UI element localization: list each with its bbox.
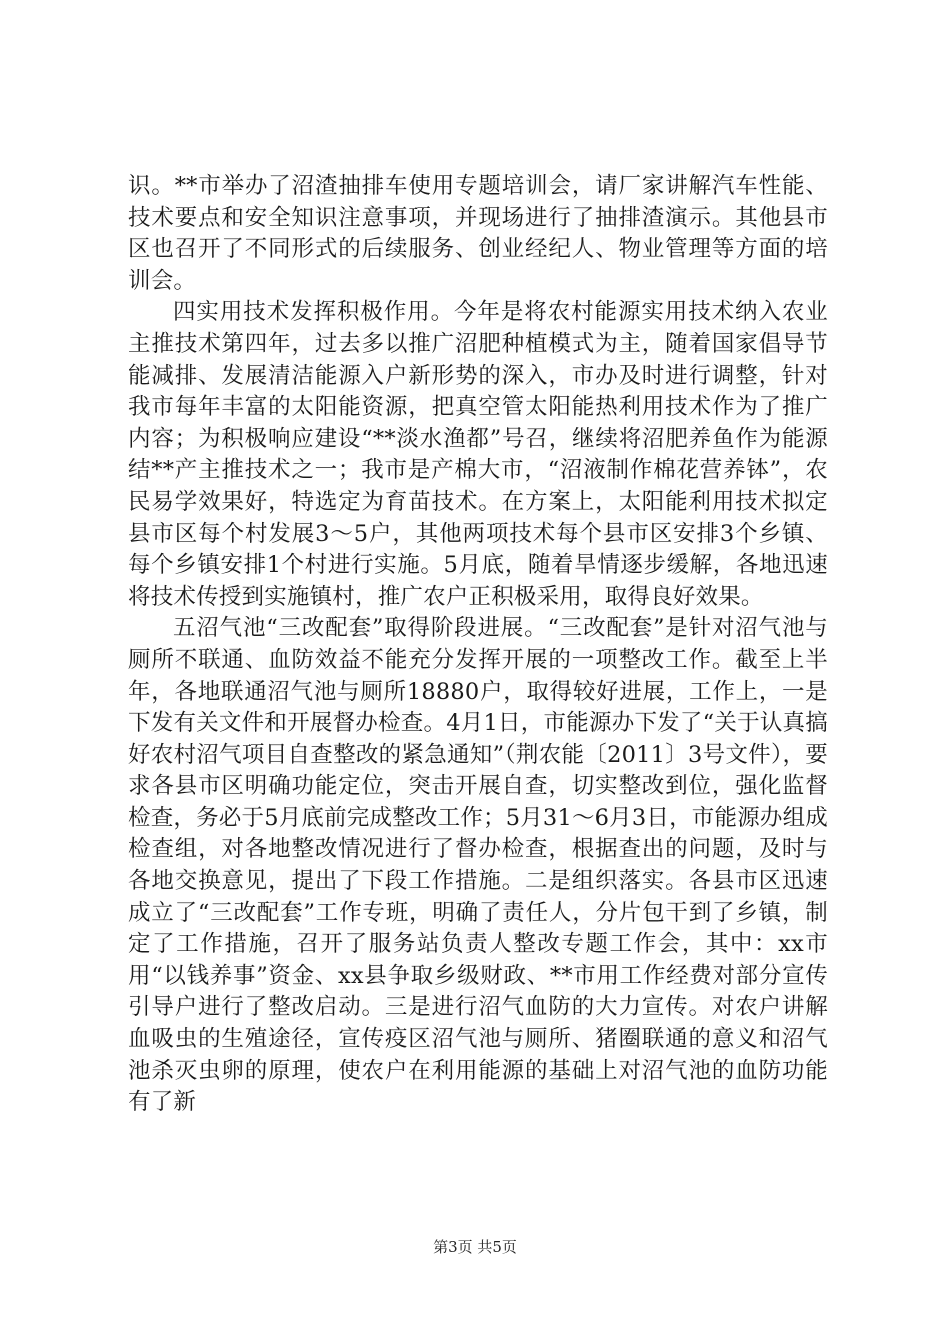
paragraph-practical-technology: 四实用技术发挥积极作用。今年是将农村能源实用技术纳入农业主推技术第四年，过去多以推广沼肥种植模式为主，随着国家倡导节能减排、发展清洁能源入户新形势的深入，市办及时进行调整，针对我市每年丰富的太阳能资源，把真空管太阳能热利用技术作为了推广内容；为积极响应建设“**淡水渔都”号召，继续将沼肥养鱼作为能源结**产主推技术之一；我市是产棉大市，“沼液制作棉花营养钵”，农民易学效果好，特选定为育苗技术。在方案上，太阳能利用技术拟定县市区每个村发展3～5户，其他两项技术每个县市区安排3个乡镇、每个乡镇安排1个村进行实施。5月底，随着旱情逐步缓解，各地迅速将技术传授到实施镇村，推广农户正积极采用，取得良好效果。 [128,299,828,610]
document-body [128,171,828,1119]
paragraph-three-reforms: 五沼气池“三改配套”取得阶段进展。“三改配套”是针对沼气池与厕所不联通、血防效益不能充分发挥开展的一项整改工作。截至上半年，各地联通沼气池与厕所18880户，取得较好进展，工作上，一是下发有关文件和开展督办检查。4月1日，市能源办下发了“关于认真搞好农村沼气项目自查整改的紧急通知”（荆农能〔2011〕3号文件），要求各县市区明确功能定位，突击开展自查，切实整改到位，强化监督检查，务必于5月底前完成整改工作；5月31～6月3日，市能源办组成检查组，对各地整改情况进行了督办检查，根据查出的问题，及时与各地交换意见，提出了下段工作措施。二是组织落实。各县市区迅速成立了“三改配套”工作专班，明确了责任人，分片包干到了乡镇，制定了工作措施，召开了服务站负责人整改专题工作会，其中：xx市用“以钱养事”资金、xx县争取乡级财政、**市用工作经费对部分宣传引导户进行了整改启动。三是进行沼气血防的大力宣传。对农户讲解血吸虫的生殖途径，宣传疫区沼气池与厕所、猪圈联通的意义和沼气池杀灭虫卵的原理，使农户在利用能源的基础上对沼气池的血防功能有了新 [128,615,828,1116]
paragraph-training-continued: 识。**市举办了沼渣抽排车使用专题培训会，请厂家讲解汽车性能、技术要点和安全知识注意事项，并现场进行了抽排渣演示。其他县市区也召开了不同形式的后续服务、创业经纪人、物业管理等方面的培训会。 [128,173,828,294]
page-footer: 第3页 共5页 [433,1238,517,1256]
